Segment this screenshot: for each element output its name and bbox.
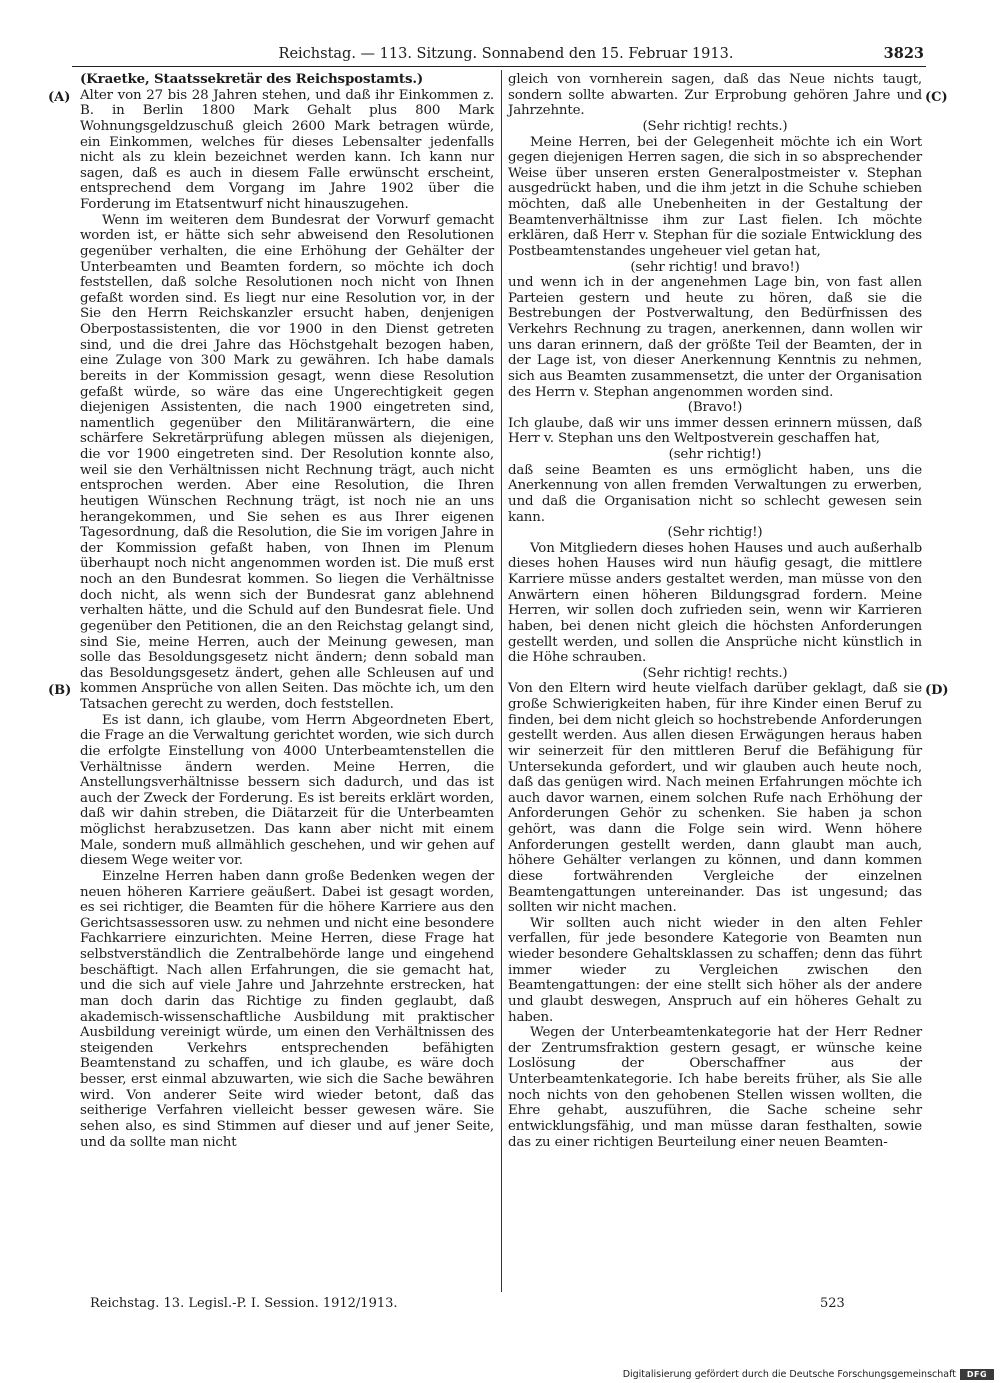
interjection: (sehr richtig! und bravo!) <box>630 259 800 275</box>
margin-marker-a: (A) <box>48 90 71 105</box>
paragraph: Alter von 27 bis 28 Jahren stehen, und daß ihr Einkommen z. B. in Berlin 1800 Mark Gehalt plus 800 Mark Wohnungsgeldzuschuß gleich 2600 Mark betragen würde, ein Einkommen, welches für dieses Lebensalter jedenfalls nicht als zu klein bezeichnet werden kann. Ich kann nur sagen, daß es auch in diesem Falle erwünscht erscheint, entsprechend dem Vorgang im Jahre 1902 über die Forderung im Etatsentwurf nicht hinauszugehen. <box>80 87 494 212</box>
speaker-note: (Kraetke, Staatssekretär des Reichspostamts.) <box>80 71 424 87</box>
running-head: Reichstag. — 113. Sitzung. Sonnabend den 15. Februar 1913. <box>278 46 734 62</box>
interjection: (Sehr richtig!) <box>667 525 763 541</box>
margin-marker-c: (C) <box>925 90 948 105</box>
paragraph: Wenn im weiteren dem Bundesrat der Vorwurf gemacht worden ist, er hätte sich sehr abweisend den Resolutionen gegenüber verhalten, die eine Erhöhung der Gehälter der Unterbeamten und Beamten fordern, so möchte ich doch feststellen, daß solche Resolutionen noch nicht von Ihnen gefaßt worden sind. Es liegt nur eine Resolution vor, in der Sie den Herrn Reichskanzler ersucht haben, denjenigen Oberpostassistenten, die vor 1900 in den Dienst getreten sind, und die drei Jahre das Höchstgehalt bezogen haben, eine Zulage von 300 Mark zu gewähren. Ich habe damals bereits in der Kommission gesagt, wenn diese Resolution gefaßt würde, so wäre das eine Ungerechtigkeit gegen diejenigen Assistenten, die nach 1900 eingetreten sind, namentlich gegenüber den Militäranwärtern, die eine schärfere Sekretärprüfung ablegen müssen als diejenigen, die vor 1900 eingetreten sind. Der Resolution konnte also, weil sie den Verhältnissen nicht Rechnung trägt, auch nicht entsprochen werden. Aber eine Resolution, die Ihren heutigen Wünschen Rechnung trägt, ist noch nie an uns herangekommen, und Sie sehen es aus Ihrer eigenen Tagesordnung, daß die Resolution, die Sie im vorigen Jahre in der Kommission gefaßt haben, von Ihnen im Plenum überhaupt noch nicht angenommen worden ist. Die muß erst noch an den Bundesrat kommen. So liegen die Verhältnisse doch nicht, als wenn sich der Bundesrat ganz ablehnend verhalten hätte, und die Schuld auf den Bundesrat fiele. Und gegenüber den Petitionen, die an den Reichstag gelangt sind, sind Sie, meine Herren, auch der Meinung gewesen, man solle das Besoldungsgesetz nicht ändern; denn sobald man das Besoldungsgesetz ändert, gehen alle Schleusen auf und kommen Ansprüche von allen Seiten. Das möchte ich, um den Tatsachen gerecht zu werden, doch feststellen. <box>80 212 494 712</box>
paragraph: gleich von vornherein sagen, daß das Neue nichts taugt, sondern sollte abwarten. Zur Erprobung gehören Jahre und Jahrzehnte. <box>508 72 922 119</box>
paragraph: daß seine Beamten es uns ermöglicht haben, uns die Anerkennung von allen fremden Verwaltungen zu erwerben, und daß die Organisation nicht so schlecht gewesen sein kann. <box>508 462 922 525</box>
interjection: (sehr richtig!) <box>668 447 762 462</box>
digitization-notice: Digitalisierung gefördert durch die Deutsche Forschungsgemeinschaft <box>622 1369 956 1380</box>
paragraph: Von den Eltern wird heute vielfach darüber geklagt, daß sie große Schwierigkeiten haben, für ihre Kinder einen Beruf zu finden, bei dem nicht gleich so hochstrebende Anforderungen gestellt werden. Aus allen diesen Erwägungen heraus haben wir seinerzeit für den mittleren Beruf die Befähigung für Untersekunda gefordert, und wir glauben auch heute noch, daß das genügen wird. Nach meinen Erfahrungen möchte ich auch davor warnen, einem solchen Rufe nach Erhöhung der Anforderungen Gehör zu schenken. Sie haben ja schon gehört, was dann die Folge sein wird. Wenn höhere Anforderungen gestellt werden, dann glaubt man auch, höhere Gehälter verlangen zu können, und dann kommen diese fortwährenden Vergleiche der einzelnen Beamtengattungen untereinander. Das ist ungesund; das sollten wir nicht machen. <box>508 681 922 916</box>
paragraph: Wegen der Unterbeamtenkategorie hat der Herr Redner der Zentrumsfraktion gestern gesagt, er wünsche keine Loslösung der Oberschaffner aus der Unterbeamtenkategorie. Ich habe bereits früher, als Sie alle noch nichts von den gehobenen Stellen wissen wollten, die Ehre gehabt, auszuführen, die Sache scheine sehr entwicklungsfähig, und man müsse daran festhalten, sowie das zu einer richtigen Beurteilung einer neuen Beamten- <box>508 1025 922 1150</box>
digitization-bar <box>0 1366 1000 1383</box>
column-divider <box>501 70 502 1292</box>
page-number: 3823 <box>883 45 924 62</box>
interjection: (Sehr richtig! rechts.) <box>642 118 788 134</box>
margin-marker-b: (B) <box>48 683 72 698</box>
paragraph: Von Mitgliedern dieses hohen Hauses und auch außerhalb dieses hohen Hauses wird nun häufig gesagt, die mittlere Karriere müsse anders gestaltet werden, man müsse von den Anwärtern einen höheren Bildungsgrad fordern. Meine Herren, wir sollen doch zufrieden sein, wenn wir Karrieren haben, bei denen nicht gleich die höchsten Anforderungen gestellt werden, und sollen die Ansprüche nicht künstlich in die Höhe schrauben. <box>508 540 922 666</box>
footer-session-info: Reichstag. 13. Legisl.-P. I. Session. 1912/1913. <box>90 1296 398 1311</box>
paragraph: Meine Herren, bei der Gelegenheit möchte ich ein Wort gegen diejenigen Herren sagen, die sich in so absprechender Weise über unseren ersten Generalpostmeister v. Stephan ausgedrückt haben, und die ihm jetzt in die Schuhe schieben möchten, daß alle Unebenheiten in der Gestaltung der Beamtenverhältnisse ihm zur Last fielen. Ich möchte erklären, daß Herr v. Stephan für die soziale Entwicklung des Postbeamtenstandes ungeheuer viel getan hat, <box>508 134 922 259</box>
right-column <box>508 72 922 1150</box>
interjection: (Bravo!) <box>687 400 743 416</box>
header-rule <box>72 66 926 67</box>
paragraph: und wenn ich in der angenehmen Lage bin, von fast allen Parteien gestern und heute zu hören, daß sie die Bestrebungen der Postverwaltung, den Bedürfnissen des Verkehrs Rechnung zu tragen, anerkennen, dann wollen wir uns daran erinnern, daß der größte Teil der Beamten, der in der Lage ist, von dieser Anerkennung Kenntnis zu nehmen, sich aus Beamten zusammensetzt, die unter der Organisation des Herrn v. Stephan angenommen worden sind. <box>508 275 922 400</box>
paragraph: Wir sollten auch nicht wieder in den alten Fehler verfallen, für jede besondere Kategorie von Beamten nun wieder besondere Gehaltsklassen zu schaffen; denn das führt immer wieder zu Vergleichen zwischen den Beamtengattungen: der eine stellt sich höher als der andere und glaubt deswegen, Anspruch auf ein höheres Gehalt zu haben. <box>508 915 922 1025</box>
margin-marker-d: (D) <box>925 683 949 698</box>
paragraph: Es ist dann, ich glaube, vom Herrn Abgeordneten Ebert, die Frage an die Verwaltung gerichtet worden, wie sich durch die erfolgte Einstellung von 4000 Unterbeamtenstellen die Verhältnisse ändern werden. Meine Herren, die Anstellungsverhältnisse bessern sich dadurch, und das ist auch der Zweck der Forderung. Es ist bereits erklärt worden, daß wir dahin streben, die Diätarzeit für die Unterbeamten möglichst herabzusetzen. Das kann aber nicht mit einem Male, sondern muß allmählich geschehen, und wir gehen auf diesem Wege weiter vor. <box>80 712 494 869</box>
left-column <box>80 72 494 1150</box>
interjection: (Sehr richtig! rechts.) <box>642 665 788 681</box>
paragraph: Einzelne Herren haben dann große Bedenken wegen der neuen höheren Karriere geäußert. Dabei ist gesagt worden, es sei richtiger, die Beamten für die höhere Karriere aus den Gerichtsassessoren usw. zu nehmen und nicht eine besondere Fachkarriere einzurichten. Meine Herren, diese Frage hat selbstverständlich die Zentralbehörde lange und eingehend beschäftigt. Nach allen Erfahrungen, die sie gemacht hat, und die sich auf viele Jahre und Jahrzehnte erstrecken, hat man doch darin das Richtige zu finden geglaubt, daß akademisch-wissenschaftliche Ausbildung mit praktischer Ausbildung vereinigt würde, um einen den Verhältnissen des steigenden Verkehrs entsprechenden befähigten Beamtenstand zu schaffen, und ich glaube, es wäre doch besser, erst einmal abzuwarten, wie sich die Sache bewähren wird. Von anderer Seite wird wieder betont, daß das seitherige Verfahren vielleicht besser gewesen wäre. Sie sehen also, es sind Stimmen auf dieser und auf jener Seite, und da sollte man nicht <box>80 868 494 1150</box>
footer-sheet-number: 523 <box>820 1296 845 1311</box>
paragraph: Ich glaube, daß wir uns immer dessen erinnern müssen, daß Herr v. Stephan uns den Weltpostverein geschaffen hat, <box>508 415 922 447</box>
page-header <box>88 44 924 64</box>
dfg-logo-icon: DFG <box>960 1369 994 1380</box>
